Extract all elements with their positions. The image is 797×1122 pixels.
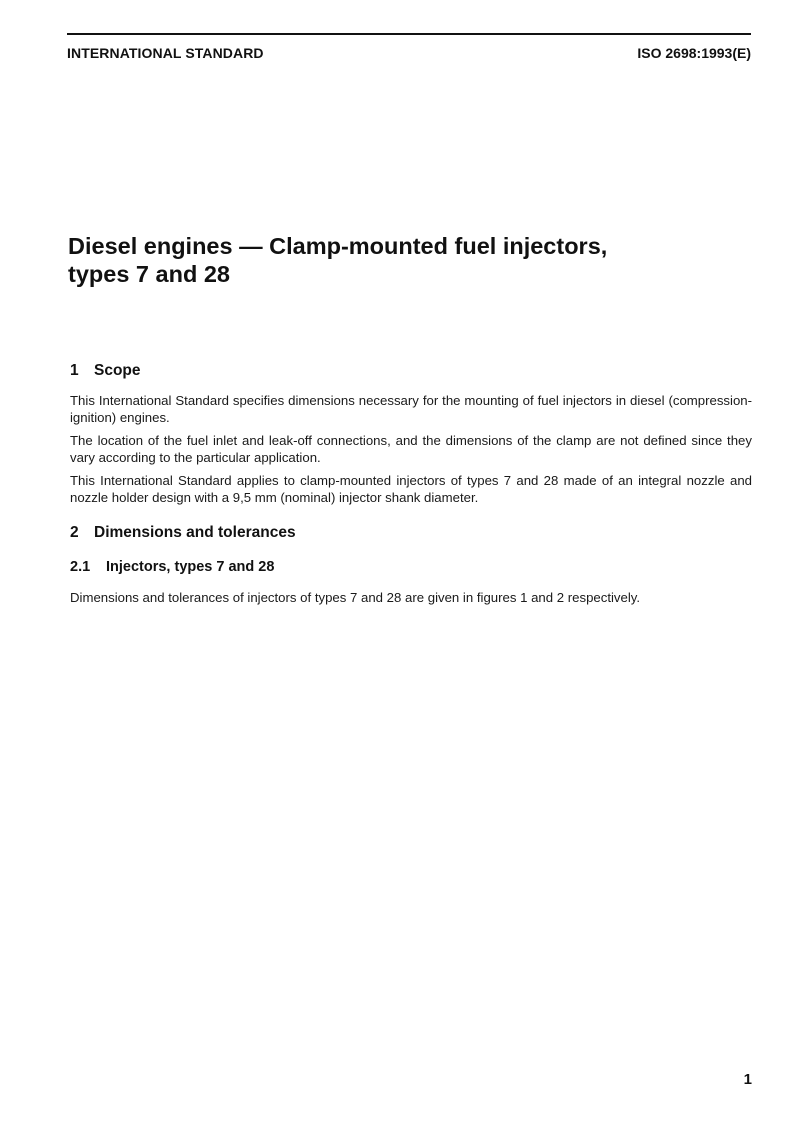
subsection-number: 2.1 [70, 559, 91, 575]
section-title: Dimensions and tolerances [94, 524, 296, 541]
standard-number: ISO 2698:1993(E) [637, 45, 751, 61]
section-number: 2 [70, 524, 79, 541]
document-title [68, 232, 748, 288]
scope-paragraph-1: This International Standard specifies dimensions necessary for the mounting of fuel injectors in diesel (compression-ignition) engines. [70, 393, 752, 425]
subsection-title: Injectors, types 7 and 28 [106, 559, 275, 575]
title-line-2: types 7 and 28 [68, 261, 230, 287]
page-number: 1 [743, 1071, 752, 1088]
title-line-1: Diesel engines — Clamp-mounted fuel injectors, [68, 233, 608, 259]
scope-paragraph-3: This International Standard applies to clamp-mounted injectors of types 7 and 28 made of an integral nozzle and nozzle holder design with a 9,5 mm (nominal) injector shank diameter. [70, 473, 752, 505]
section-heading-dimensions [70, 524, 296, 542]
subsection-heading-injectors [70, 559, 274, 575]
scope-paragraph-2: The location of the fuel inlet and leak-off connections, and the dimensions of the clamp are not defined since they vary according to the particular application. [70, 433, 752, 465]
injectors-paragraph: Dimensions and tolerances of injectors of types 7 and 28 are given in figures 1 and 2 respectively. [70, 590, 641, 605]
section-heading-scope [70, 362, 141, 380]
header-rule [67, 33, 751, 35]
standard-type-label: INTERNATIONAL STANDARD [67, 45, 264, 61]
section-number: 1 [70, 362, 79, 379]
section-title: Scope [94, 362, 141, 379]
